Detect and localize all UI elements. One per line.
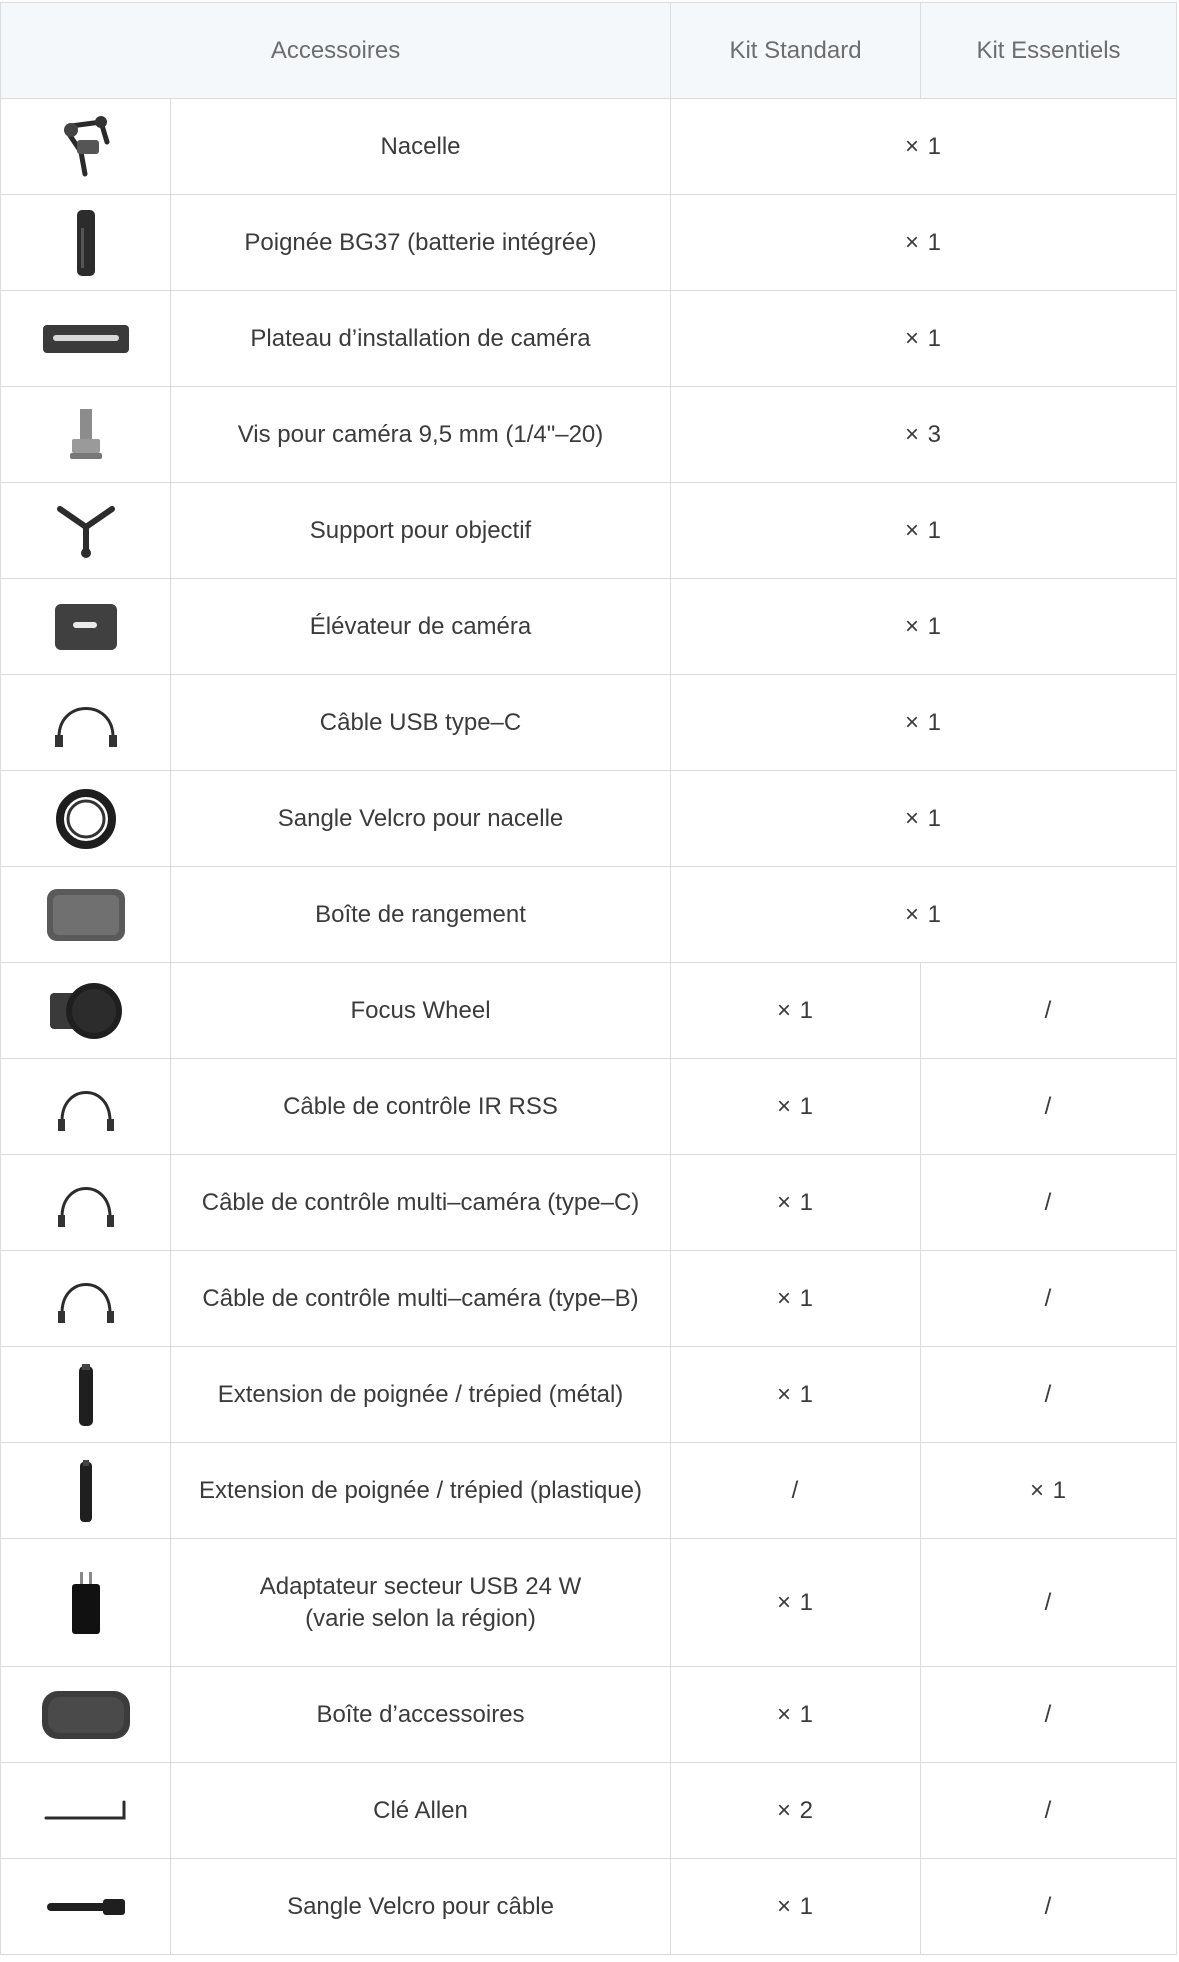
item-qty: × 1 (671, 99, 1177, 195)
item-qty-standard: × 1 (671, 1667, 921, 1763)
item-qty-essentiels: / (921, 1347, 1177, 1443)
item-name: Câble de contrôle multi–caméra (type–B) (171, 1251, 671, 1347)
table-header-row (1, 3, 1177, 99)
table-row (1, 195, 1177, 291)
item-name: Nacelle (171, 99, 671, 195)
item-qty-essentiels: / (921, 1859, 1177, 1955)
table-row (1, 1251, 1177, 1347)
table-row (1, 483, 1177, 579)
item-qty: × 1 (671, 771, 1177, 867)
item-qty: × 1 (671, 483, 1177, 579)
item-qty-standard: × 1 (671, 963, 921, 1059)
table-row (1, 1539, 1177, 1667)
gimbal-icon (51, 112, 121, 182)
header-kit-essentiels: Kit Essentiels (921, 3, 1177, 99)
quick-release-plate-icon (41, 319, 131, 359)
table-row (1, 1059, 1177, 1155)
ir-cable-icon (54, 1079, 118, 1135)
item-qty: × 1 (671, 675, 1177, 771)
accessory-case-icon (40, 1689, 132, 1741)
item-name: Boîte de rangement (171, 867, 671, 963)
item-name: Extension de poignée / trépied (métal) (171, 1347, 671, 1443)
table-row (1, 579, 1177, 675)
table-row (1, 675, 1177, 771)
item-qty-essentiels: / (921, 963, 1177, 1059)
velcro-coil-icon (53, 786, 119, 852)
focus-wheel-icon (48, 981, 124, 1041)
item-qty: × 1 (671, 195, 1177, 291)
table-row (1, 771, 1177, 867)
item-name: Sangle Velcro pour nacelle (171, 771, 671, 867)
item-qty-essentiels: × 1 (921, 1443, 1177, 1539)
item-qty-essentiels: / (921, 1155, 1177, 1251)
table-row (1, 291, 1177, 387)
item-name: Câble USB type–C (171, 675, 671, 771)
lens-support-icon (54, 501, 118, 561)
item-name: Vis pour caméra 9,5 mm (1/4"–20) (171, 387, 671, 483)
item-qty-essentiels: / (921, 1763, 1177, 1859)
power-adapter-icon (68, 1570, 104, 1636)
camera-riser-icon (53, 600, 119, 654)
item-qty: × 1 (671, 579, 1177, 675)
header-kit-standard: Kit Standard (671, 3, 921, 99)
item-qty-standard: × 1 (671, 1059, 921, 1155)
accessories-table (0, 2, 1177, 1955)
tripod-metal-icon (74, 1362, 98, 1428)
accessories-table-wrapper (0, 2, 1176, 1955)
battery-grip-icon (71, 208, 101, 278)
allen-key-icon (44, 1798, 128, 1824)
item-name: Câble de contrôle IR RSS (171, 1059, 671, 1155)
item-qty-standard: × 1 (671, 1155, 921, 1251)
item-qty-standard: × 1 (671, 1539, 921, 1667)
tripod-plastic-icon (74, 1458, 98, 1524)
table-row (1, 1443, 1177, 1539)
item-qty-essentiels: / (921, 1539, 1177, 1667)
item-qty-standard: × 1 (671, 1347, 921, 1443)
item-qty: × 1 (671, 291, 1177, 387)
item-qty-essentiels: / (921, 1059, 1177, 1155)
item-name: Extension de poignée / trépied (plastique) (171, 1443, 671, 1539)
item-name: Boîte d’accessoires (171, 1667, 671, 1763)
item-name: Poignée BG37 (batterie intégrée) (171, 195, 671, 291)
item-qty-standard: × 2 (671, 1763, 921, 1859)
item-name: Clé Allen (171, 1763, 671, 1859)
item-qty-standard: / (671, 1443, 921, 1539)
item-qty-essentiels: / (921, 1667, 1177, 1763)
table-row (1, 1859, 1177, 1955)
item-qty-standard: × 1 (671, 1859, 921, 1955)
table-row (1, 963, 1177, 1059)
item-qty-essentiels: / (921, 1251, 1177, 1347)
item-name: Élévateur de caméra (171, 579, 671, 675)
table-row (1, 1763, 1177, 1859)
table-row (1, 1155, 1177, 1251)
item-name: Plateau d’installation de caméra (171, 291, 671, 387)
item-name-line2: (varie selon la région) (305, 1604, 536, 1632)
item-name: Support pour objectif (171, 483, 671, 579)
storage-case-icon (45, 885, 127, 945)
item-qty: × 3 (671, 387, 1177, 483)
item-name-line1: Adaptateur secteur USB 24 W (259, 1572, 582, 1600)
multi-cam-cable-c-icon (54, 1175, 118, 1231)
item-name: Focus Wheel (171, 963, 671, 1059)
table-row (1, 1347, 1177, 1443)
table-row (1, 1667, 1177, 1763)
item-name: Sangle Velcro pour câble (171, 1859, 671, 1955)
velcro-strap-icon (43, 1895, 129, 1919)
item-qty-standard: × 1 (671, 1251, 921, 1347)
camera-screw-icon (66, 407, 106, 463)
table-row (1, 867, 1177, 963)
item-qty: × 1 (671, 867, 1177, 963)
header-accessories: Accessoires (1, 3, 671, 99)
multi-cam-cable-b-icon (54, 1271, 118, 1327)
usb-cable-icon (51, 693, 121, 753)
table-row (1, 387, 1177, 483)
table-row (1, 99, 1177, 195)
item-name: Câble de contrôle multi–caméra (type–C) (171, 1155, 671, 1251)
